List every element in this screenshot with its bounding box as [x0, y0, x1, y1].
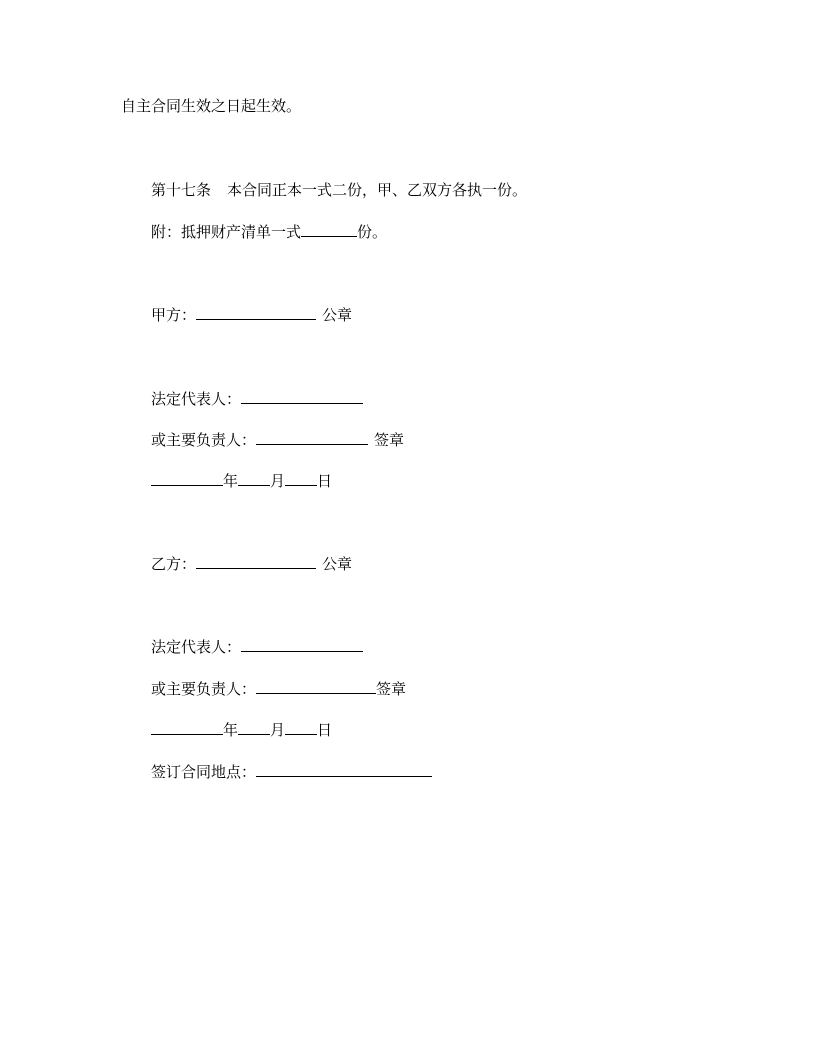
party-a-day-blank	[285, 470, 317, 486]
party-a-legal-rep-blank	[241, 388, 363, 404]
party-b-line	[151, 553, 352, 574]
attachment-count-blank	[301, 221, 357, 237]
party-b-month: 月	[270, 721, 286, 739]
party-b-day-blank	[285, 719, 317, 735]
party-a-label: 甲方：	[151, 306, 197, 324]
attachment-suffix: 份。	[357, 223, 388, 241]
party-a-legal-rep-line	[151, 388, 363, 409]
party-b-principal-blank	[256, 678, 376, 694]
party-a-principal-blank	[256, 429, 368, 445]
continuation-text: 自主合同生效之日起生效。	[121, 97, 302, 115]
party-a-month-blank	[238, 470, 270, 486]
party-a-day: 日	[317, 472, 333, 490]
party-b-legal-rep-label: 法定代表人：	[151, 638, 242, 656]
party-a-year: 年	[223, 472, 239, 490]
party-b-legal-rep-line	[151, 636, 363, 657]
attachment-prefix: 附：抵押财产清单一式	[151, 223, 302, 241]
signing-place-line	[151, 761, 432, 782]
party-b-principal-label: 或主要负责人：	[151, 680, 257, 698]
party-a-year-blank	[151, 470, 223, 486]
party-b-legal-rep-blank	[241, 636, 363, 652]
party-b-label: 乙方：	[151, 555, 197, 573]
party-b-name-blank	[196, 553, 316, 569]
article-17-text: 本合同正本一式二份，甲、乙双方各执一份。	[227, 181, 528, 199]
party-a-line	[151, 304, 352, 325]
party-a-date-line	[151, 470, 332, 491]
party-b-date-line	[151, 719, 332, 740]
party-a-principal-line	[151, 429, 404, 450]
party-b-sign: 签章	[376, 680, 407, 698]
signing-place-blank	[256, 761, 432, 777]
party-a-legal-rep-label: 法定代表人：	[151, 390, 242, 408]
party-b-month-blank	[238, 719, 270, 735]
attachment-line	[151, 221, 387, 242]
continuation-line	[121, 96, 301, 116]
party-b-year-blank	[151, 719, 223, 735]
signing-place-label: 签订合同地点：	[151, 763, 257, 781]
party-a-name-blank	[196, 304, 316, 320]
article-17-label: 第十七条	[151, 181, 212, 199]
party-b-year: 年	[223, 721, 239, 739]
party-a-seal: 公章	[322, 306, 353, 324]
party-a-sign: 签章	[374, 431, 405, 449]
party-a-month: 月	[270, 472, 286, 490]
article-17	[151, 180, 527, 200]
party-b-principal-line	[151, 678, 406, 699]
party-b-day: 日	[317, 721, 333, 739]
party-a-principal-label: 或主要负责人：	[151, 431, 257, 449]
party-b-seal: 公章	[322, 555, 353, 573]
